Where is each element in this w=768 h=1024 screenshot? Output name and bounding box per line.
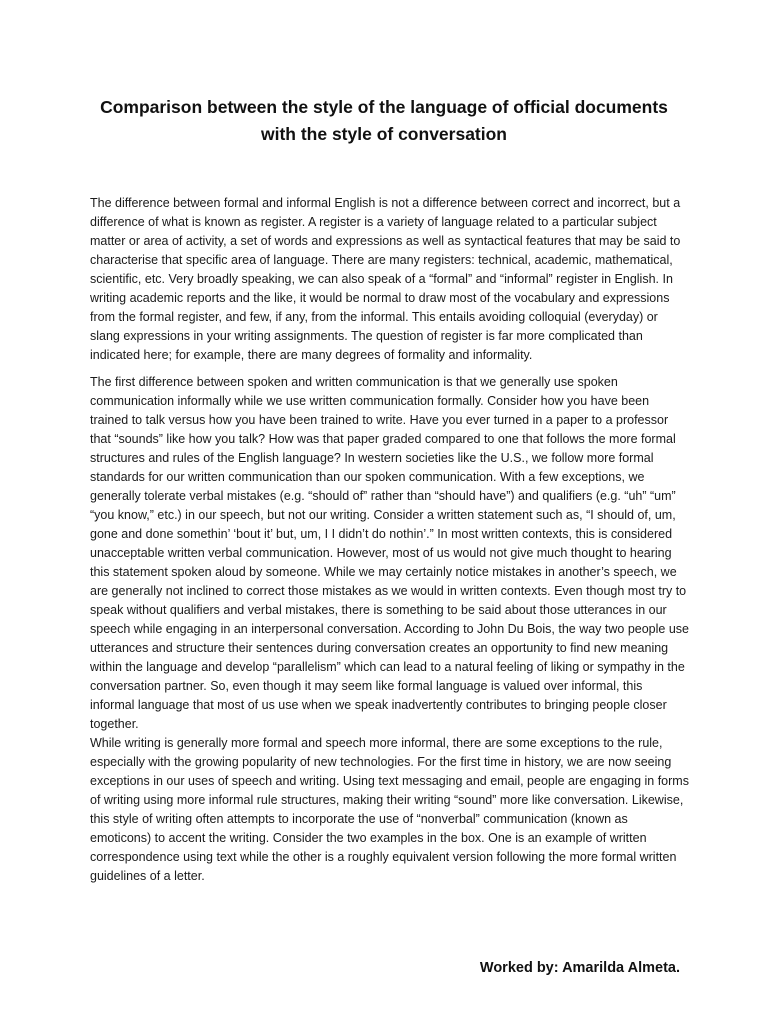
paragraph-spoken-vs-written: The first difference between spoken and written communication is that we generally use spoken communication informally while we use written communication formally. Consider how you have been trained to talk versus how you have been trained to write. Have you ever turned in a paper to a professor that “sounds” like how you talk? How was that paper graded compared to one that follows the more formal structures and rules of the English language? In western societies like the U.S., we follow more formal standards for our written communication than our spoken communication. With a few exceptions, we generally tolerate verbal mistakes (e.g. “should of” rather than “should have”) and qualifiers (e.g. “uh” “um” “you know,” etc.) in our speech, but not our writing. Consider a written statement such as, “I should of, um, gone and done somethin’ ‘bout it’ but, um, I I didn’t do nothin’.” In most written contexts, this is considered unacceptable written verbal communication. However, most of us would not give much thought to hearing this statement spoken aloud by someone. While we may certainly notice mistakes in another’s speech, we are generally not inclined to correct those mistakes as we would in written contexts. Even though most try to speak without qualifiers and verbal mistakes, there is something to be said about those utterances in our speech while engaging in an interpersonal conversation. According to John Du Bois, the way two people use utterances and structure their sentences during conversation creates an opportunity to find new meaning within the language and develop “parallelism” which can lead to a natural feeling of liking or sympathy in the conversation partner. So, even though it may seem like formal language is valued over informal, this informal language that most of us use when we speak inadvertently contributes to bringing people closer together. — [90, 375, 689, 731]
author-signature: Worked by: Amarilda Almeta. — [479, 960, 680, 976]
title-line-2: with the style of conversation — [260, 124, 508, 144]
document-title — [60, 94, 708, 148]
paragraph-register: The difference between formal and informal English is not a difference between correct and incorrect, but a difference of what is known as register. A register is a variety of language related to a particular subject matter or area of activity, a set of words and expressions as well as syntactical features that may be said to characterise that specific area of language. There are many registers: technical, academic, mathematical, scientific, etc. Very broadly speaking, we can also speak of a “formal” and “informal” register in English. In writing academic reports and the like, it would be normal to draw most of the vocabulary and expressions from the formal register, and few, if any, from the informal. This entails avoiding colloquial (everyday) or slang expressions in your writing assignments. The question of register is far more complicated than indicated here; for example, there are many degrees of formality and informality. — [90, 196, 681, 362]
document-body — [90, 194, 690, 886]
paragraph-exceptions: While writing is generally more formal and speech more informal, there are some exceptions to the rule, especially with the growing popularity of new technologies. For the first time in history, we are now seeing exceptions in our uses of speech and writing. Using text messaging and email, people are engaging in forms of writing using more informal rule structures, making their writing “sound” more like conversation. Likewise, this style of writing often attempts to incorporate the use of “nonverbal” communication (known as emoticons) to accent the writing. Consider the two examples in the box. One is an example of written correspondence using text while the other is a roughly equivalent version following the more formal written guidelines of a letter. — [90, 736, 689, 883]
title-line-1: Comparison between the style of the language of official documents — [100, 97, 668, 117]
